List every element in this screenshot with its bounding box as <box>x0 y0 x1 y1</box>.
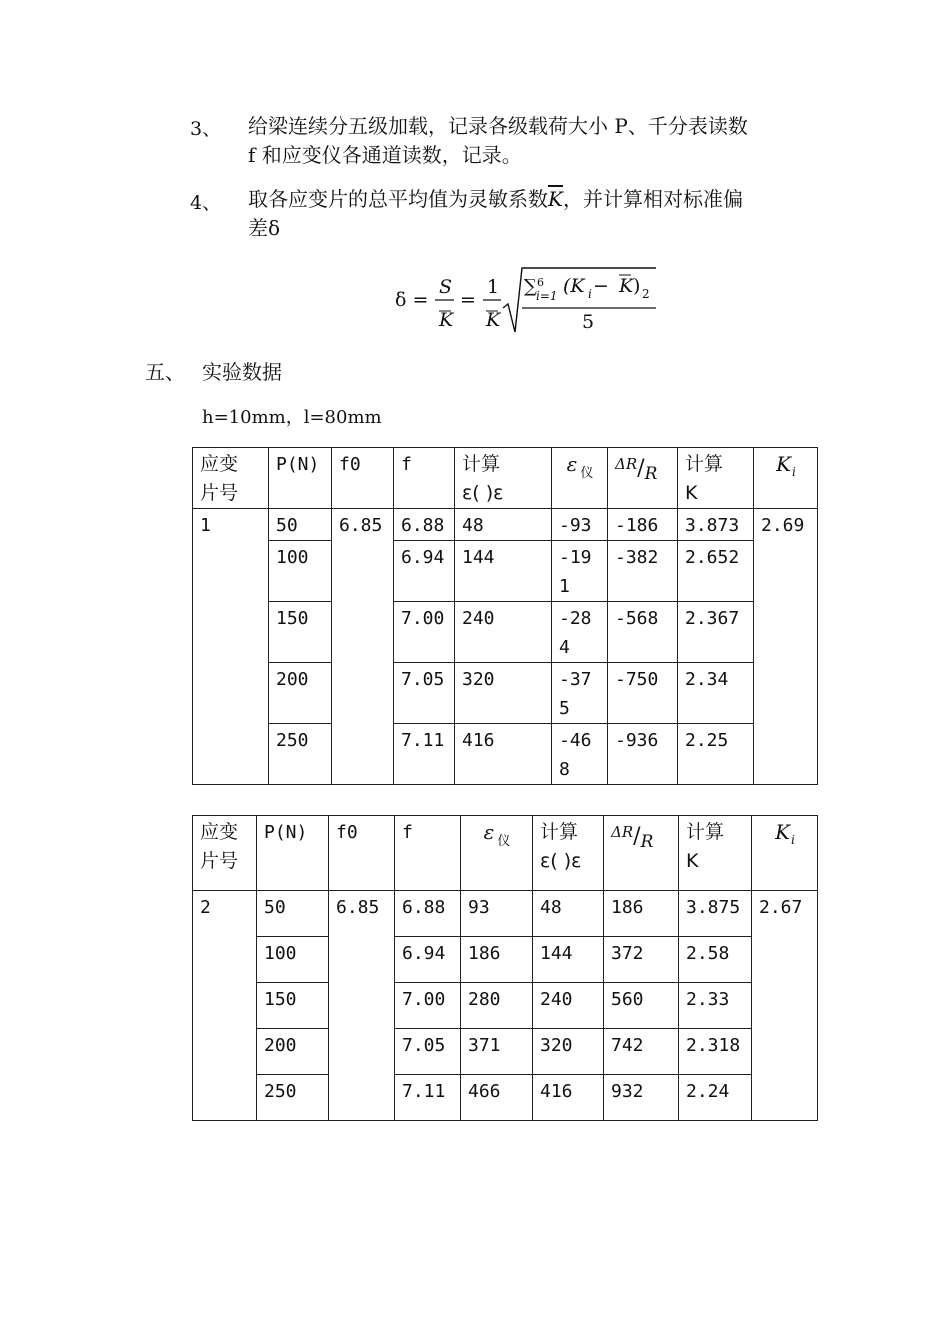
step-4-line-1 <box>248 185 743 214</box>
step-4-number: 4、 <box>190 192 222 214</box>
t2-dr: 560 <box>604 983 679 1029</box>
formula-denominator: 5 <box>582 311 595 333</box>
t1-header-calc-k: 计算 K <box>678 448 754 509</box>
table-row <box>193 541 818 602</box>
t2-calc-strain: 48 <box>533 891 604 937</box>
t2-load: 250 <box>257 1075 329 1121</box>
table-row <box>193 891 818 937</box>
step-3-line-2: f 和应变仪各通道读数，记录。 <box>248 143 522 167</box>
t2-load: 50 <box>257 891 329 937</box>
t1-header-ki: $K_i$ <box>754 448 818 509</box>
t1-ki: 2.69 <box>754 509 818 785</box>
t2-header-f0: f0 <box>329 816 395 891</box>
t2-instrument-strain: 93 <box>461 891 533 937</box>
t1-instrument-strain: -375 <box>552 663 608 724</box>
k-bar-symbol: $\overline{K}$ <box>548 187 563 211</box>
experiment-params: h=10mm，l=80mm <box>202 407 382 428</box>
std-deviation-formula <box>390 262 670 336</box>
table-row <box>193 937 818 983</box>
t2-f0: 6.85 <box>329 891 395 1121</box>
t1-f0: 6.85 <box>332 509 394 785</box>
t2-gauge-number: 2 <box>193 891 257 1121</box>
formula-frac2-num: 1 <box>487 276 500 298</box>
formula-paren-close: ) <box>633 275 641 297</box>
t2-header-calc-strain: 计算 ε( )ε <box>533 816 604 891</box>
step-4-line-1-pre: 取各应变片的总平均值为灵敏系数 <box>248 187 548 211</box>
t2-dr: 186 <box>604 891 679 937</box>
t1-calc-k: 3.873 <box>678 509 754 541</box>
t2-instrument-strain: 466 <box>461 1075 533 1121</box>
step-4-line-2: 差δ <box>248 216 281 240</box>
t1-instrument-strain: -468 <box>552 724 608 785</box>
t2-f: 6.94 <box>395 937 461 983</box>
formula-sum-sign: ∑ <box>524 276 537 297</box>
t2-calc-strain: 144 <box>533 937 604 983</box>
t1-header-gauge: 应变 片号 <box>193 448 269 509</box>
t1-header-calc-strain: 计算 ε( )ε <box>455 448 552 509</box>
t1-calc-k: 2.34 <box>678 663 754 724</box>
t1-dr: -750 <box>608 663 678 724</box>
table-row <box>193 983 818 1029</box>
formula-kbar: K <box>619 275 634 297</box>
t1-dr: -568 <box>608 602 678 663</box>
t2-instrument-strain: 186 <box>461 937 533 983</box>
section-title: 实验数据 <box>202 360 282 384</box>
data-table-2 <box>192 815 818 1121</box>
t2-calc-k: 2.318 <box>679 1029 752 1075</box>
t1-f: 7.11 <box>394 724 455 785</box>
step-3-number: 3、 <box>190 118 222 140</box>
formula-frac2-den: K <box>486 309 501 331</box>
step-3-text <box>248 112 748 170</box>
table-row <box>193 1075 818 1121</box>
step-4-line-1-post: ，并计算相对标准偏 <box>562 187 743 211</box>
data-table-1 <box>192 447 818 785</box>
t2-header-instrument-strain: ε $_仪$ <box>461 816 533 891</box>
step-3-line-1: 给梁连续分五级加载，记录各级载荷大小 P、千分表读数 <box>248 114 748 138</box>
t1-header-f0: f0 <box>332 448 394 509</box>
formula-sum-sup: 6 <box>537 276 544 289</box>
t2-calc-strain: 240 <box>533 983 604 1029</box>
table-row <box>193 509 818 541</box>
t1-header-instrument-strain: ε $_仪$ <box>552 448 608 509</box>
t1-load: 50 <box>269 509 332 541</box>
t1-dr: -382 <box>608 541 678 602</box>
formula-frac1-den: K <box>439 309 454 331</box>
t1-calc-k: 2.25 <box>678 724 754 785</box>
t1-f: 6.94 <box>394 541 455 602</box>
t1-instrument-strain: -284 <box>552 602 608 663</box>
t2-f: 7.00 <box>395 983 461 1029</box>
t1-calc-strain: 144 <box>455 541 552 602</box>
formula-paren-open: (K <box>563 275 585 297</box>
t2-header-load: P(N) <box>257 816 329 891</box>
t1-load: 250 <box>269 724 332 785</box>
t2-load: 200 <box>257 1029 329 1075</box>
t1-calc-strain: 240 <box>455 602 552 663</box>
t2-calc-k: 2.58 <box>679 937 752 983</box>
t2-ki: 2.67 <box>752 891 818 1121</box>
t2-instrument-strain: 280 <box>461 983 533 1029</box>
t1-calc-strain: 416 <box>455 724 552 785</box>
t2-load: 150 <box>257 983 329 1029</box>
t2-calc-strain: 320 <box>533 1029 604 1075</box>
t2-header-f: f <box>395 816 461 891</box>
t1-f: 7.05 <box>394 663 455 724</box>
t1-header-f: f <box>394 448 455 509</box>
t1-calc-strain: 48 <box>455 509 552 541</box>
section-number: 五、 <box>145 360 185 384</box>
t2-dr: 932 <box>604 1075 679 1121</box>
formula-eq: = <box>460 289 476 311</box>
t1-f: 7.00 <box>394 602 455 663</box>
formula-lhs: δ = <box>395 289 429 311</box>
t1-load: 200 <box>269 663 332 724</box>
t1-header-load: P(N) <box>269 448 332 509</box>
t2-dr: 742 <box>604 1029 679 1075</box>
t2-dr: 372 <box>604 937 679 983</box>
t1-gauge-number: 1 <box>193 509 269 785</box>
t2-f: 6.88 <box>395 891 461 937</box>
t1-instrument-strain: -191 <box>552 541 608 602</box>
t1-f: 6.88 <box>394 509 455 541</box>
formula-ki-sub: i <box>588 287 592 301</box>
formula-minus: − <box>593 275 609 297</box>
table-row <box>193 663 818 724</box>
formula-power: 2 <box>642 287 650 301</box>
formula-frac1-num: S <box>439 276 453 298</box>
t1-header-dr-over-r: $^{\Delta R}$/R <box>608 448 678 509</box>
t1-load: 150 <box>269 602 332 663</box>
t2-f: 7.05 <box>395 1029 461 1075</box>
t1-load: 100 <box>269 541 332 602</box>
table-1-header-row <box>193 448 818 509</box>
t2-header-gauge: 应变 片号 <box>193 816 257 891</box>
t2-calc-k: 2.24 <box>679 1075 752 1121</box>
t2-header-ki: $K_i$ <box>752 816 818 891</box>
t2-load: 100 <box>257 937 329 983</box>
table-row <box>193 724 818 785</box>
t1-dr: -186 <box>608 509 678 541</box>
t2-header-dr-over-r: $^{\Delta R}$/R <box>604 816 679 891</box>
t2-header-calc-k: 计算 K <box>679 816 752 891</box>
t2-f: 7.11 <box>395 1075 461 1121</box>
step-4-text <box>248 185 743 243</box>
table-row <box>193 602 818 663</box>
t2-instrument-strain: 371 <box>461 1029 533 1075</box>
t2-calc-strain: 416 <box>533 1075 604 1121</box>
t2-calc-k: 3.875 <box>679 891 752 937</box>
t1-calc-strain: 320 <box>455 663 552 724</box>
t2-calc-k: 2.33 <box>679 983 752 1029</box>
t1-calc-k: 2.652 <box>678 541 754 602</box>
table-row <box>193 1029 818 1075</box>
t1-instrument-strain: -93 <box>552 509 608 541</box>
table-2-header-row <box>193 816 818 891</box>
t1-dr: -936 <box>608 724 678 785</box>
formula-sum-sub: i=1 <box>536 289 558 303</box>
t1-calc-k: 2.367 <box>678 602 754 663</box>
